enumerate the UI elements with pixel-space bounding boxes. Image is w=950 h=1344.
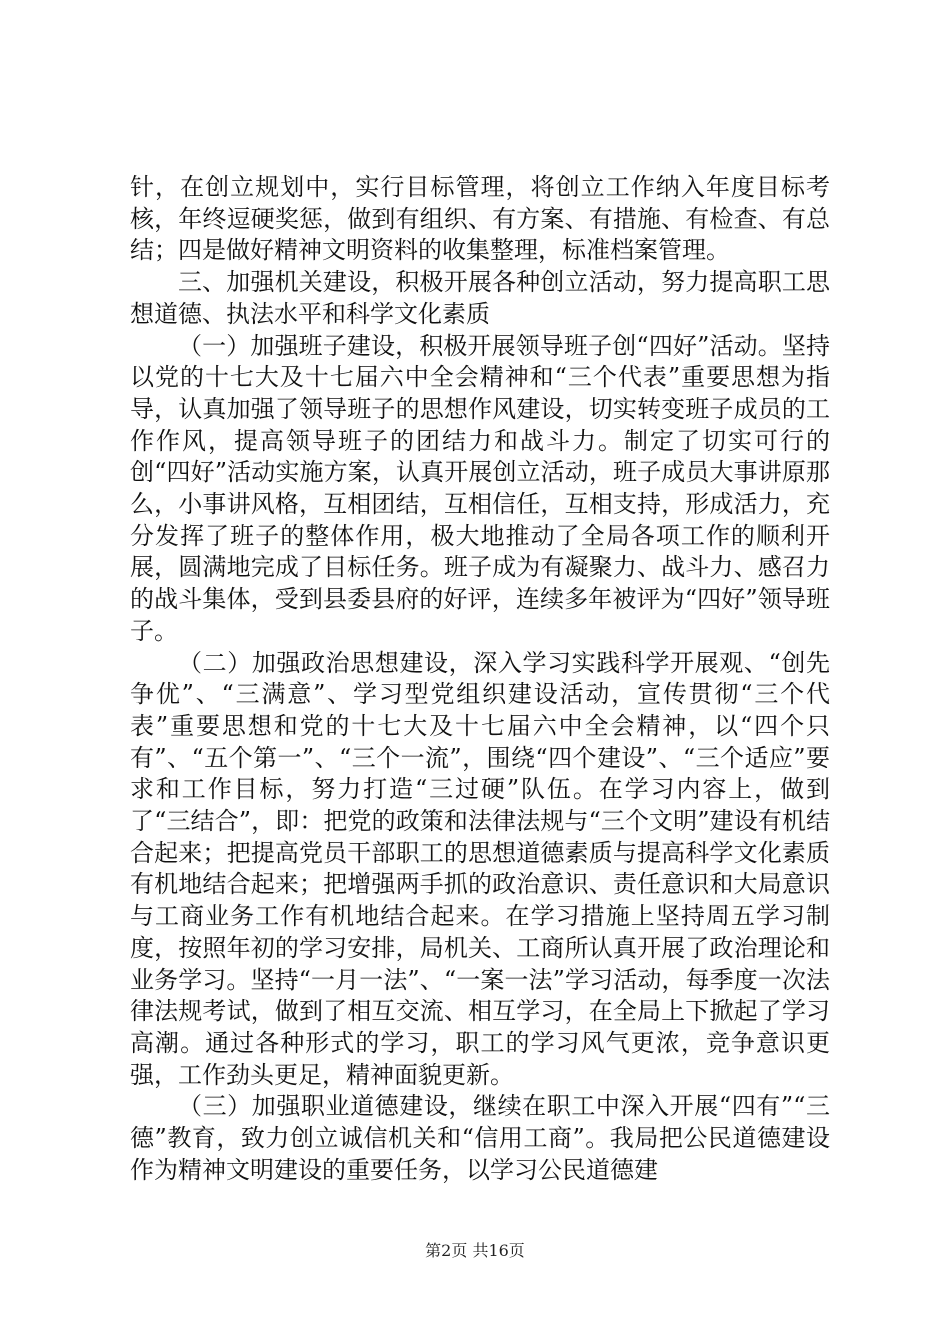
page-footer: 第2页 共16页 [425, 1241, 525, 1260]
paragraph-two: （二）加强政治思想建设，深入学习实践科学开展观、“创先争优”、“三满意”、学习型党组织建设活动，宣传贯彻“三个代表”重要思想和党的十七大及十七届六中全会精神，以“四个只有”、“五个第一”、“三个一流”，围绕“四个建设”、“三个适应”要求和工作目标，努力打造“三过硬”队伍。在学习内容上，做到了“三结合”，即：把党的政策和法律法规与“三个文明”建设有机结合起来；把提高党员干部职工的思想道德素质与提高科学文化素质有机地结合起来；把增强两手抓的政治意识、责任意识和大局意识与工商业务工作有机地结合起来。在学习措施上坚持周五学习制度，按照年初的学习安排，局机关、工商所认真开展了政治理论和业务学习。坚持“一月一法”、“一案一法”学习活动，每季度一次法律法规考试，做到了相互交流、相互学习，在全局上下掀起了学习高潮。通过各种形式的学习，职工的学习风气更浓，竞争意识更强，工作劲头更足，精神面貌更新。 [130, 648, 830, 1089]
section-heading-three: 三、加强机关建设，积极开展各种创立活动，努力提高职工思想道德、执法水平和科学文化素质 [130, 268, 830, 328]
paragraph-three: （三）加强职业道德建设，继续在职工中深入开展“四有”“三德”教育，致力创立诚信机关和“信用工商”。我局把公民道德建设作为精神文明建设的重要任务，以学习公民道德建 [130, 1092, 830, 1184]
paragraph-continuation: 针，在创立规划中，实行目标管理，将创立工作纳入年度目标考核，年终逗硬奖惩，做到有组织、有方案、有措施、有检查、有总结；四是做好精神文明资料的收集整理，标准档案管理。 [130, 173, 830, 265]
document-body [130, 172, 830, 1187]
paragraph-one: （一）加强班子建设，积极开展领导班子创“四好”活动。坚持以党的十七大及十七届六中全会精神和“三个代表”重要思想为指导，认真加强了领导班子的思想作风建设，切实转变班子成员的工作作风，提高领导班子的团结力和战斗力。制定了切实可行的创“四好”活动实施方案，认真开展创立活动，班子成员大事讲原那么，小事讲风格，互相团结，互相信任，互相支持，形成活力，充分发挥了班子的整体作用，极大地推动了全局各项工作的顺利开展，圆满地完成了目标任务。班子成为有凝聚力、战斗力、感召力的战斗集体，受到县委县府的好评，连续多年被评为“四好”领导班子。 [130, 331, 830, 645]
